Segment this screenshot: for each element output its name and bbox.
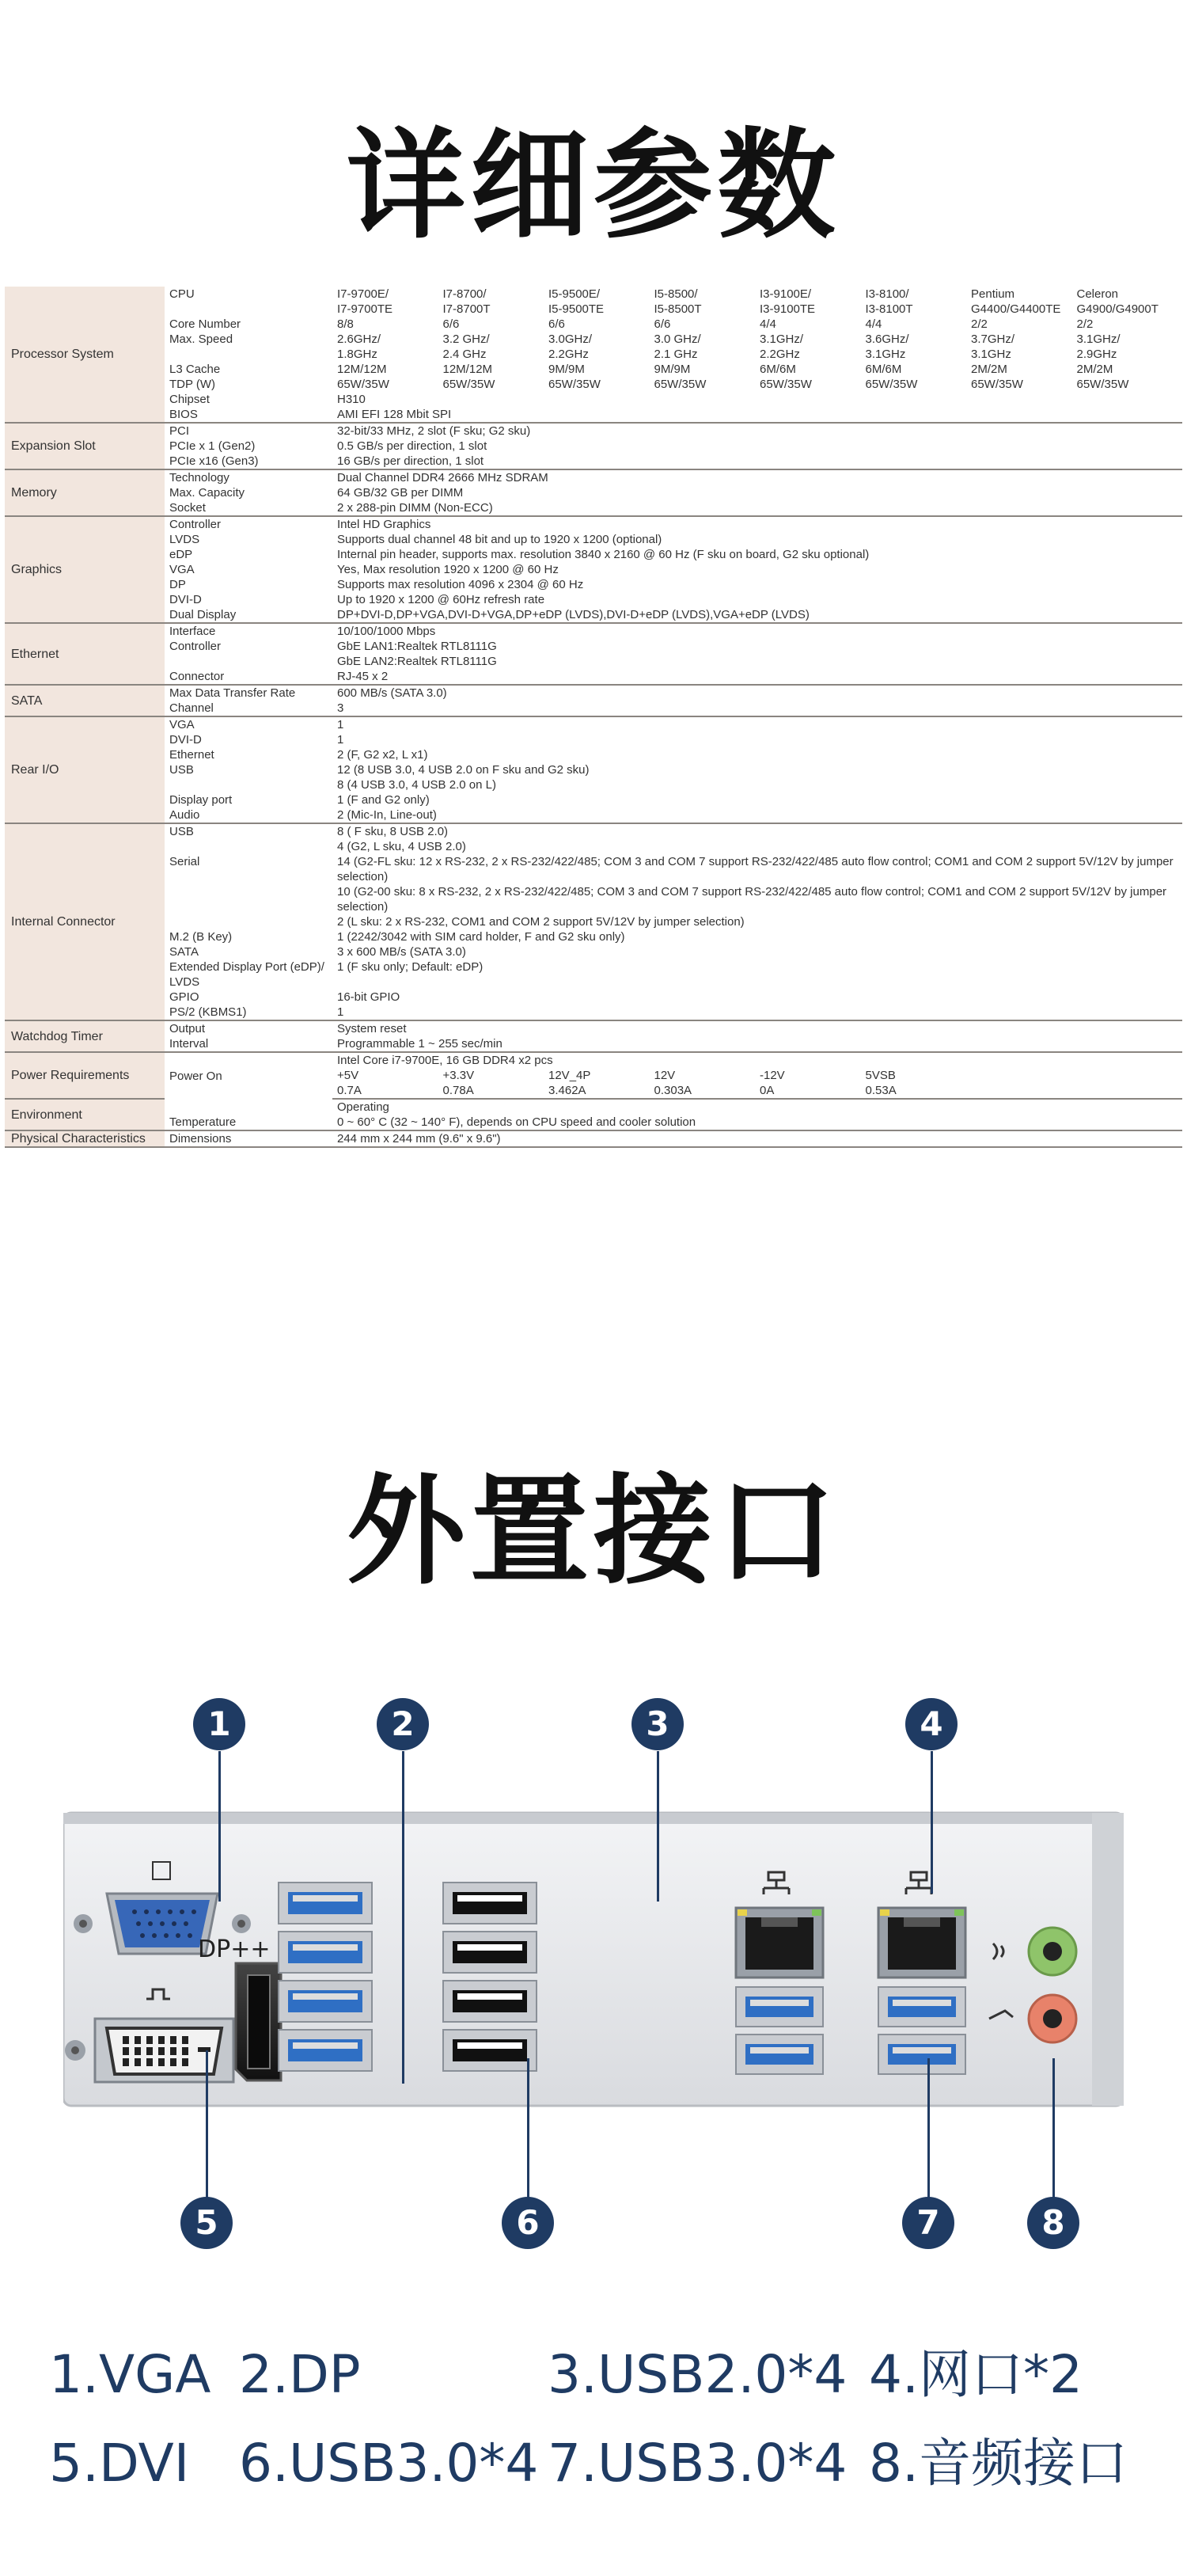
spec-label: Ethernet — [169, 748, 214, 762]
spec-value: 10/100/1000 Mbps — [337, 625, 436, 638]
spec-row — [5, 1005, 1182, 1020]
callout-1: 1 — [193, 1698, 245, 1750]
cpu-row-cell: I5-9500E/ I5-9500TE — [548, 287, 605, 316]
spec-row — [5, 1052, 1182, 1068]
spec-value: Internal pin header, supports max. resolution 3840 x 2160 @ 60 Hz (F sku on board, G2 sku optional) — [337, 548, 870, 561]
spec-label: Output — [169, 1022, 206, 1035]
section-graphics: Graphics — [5, 516, 165, 623]
section-ethernet: Ethernet — [5, 623, 165, 685]
cpu-row-cell: 3.0GHz/ 2.2GHz — [548, 332, 593, 361]
spec-value — [332, 317, 1182, 332]
spec-row — [5, 929, 1182, 944]
spec-label: M.2 (B Key) — [169, 930, 233, 944]
spec-value: Dual Channel DDR4 2666 MHz SDRAM — [337, 471, 548, 484]
legend-lan: 4.网口*2 — [869, 2344, 1083, 2405]
spec-label: Max. Speed — [169, 332, 233, 346]
cpu-row-cell: 8/8 — [337, 317, 354, 331]
spec-value: 3 — [332, 701, 1182, 716]
spec-value: 244 mm x 244 mm (9.6" x 9.6") — [332, 1130, 1182, 1147]
cpu-row-cell: 3.6GHz/ 3.1GHz — [865, 332, 909, 361]
cpu-row-cell: 6/6 — [654, 317, 671, 331]
spec-row — [5, 990, 1182, 1005]
spec-label: DP — [169, 578, 186, 591]
spec-value: Intel Core i7-9700E, 16 GB DDR4 x2 pcs — [337, 1054, 553, 1067]
spec-label: Interface — [169, 625, 216, 638]
section-sata: SATA — [5, 685, 165, 716]
spec-value: Intel HD Graphics — [337, 518, 431, 531]
spec-row — [5, 669, 1182, 685]
spec-label: Max. Capacity — [169, 486, 245, 500]
leader-line-4 — [931, 1751, 933, 1894]
cpu-row-cell: 65W/35W — [548, 378, 601, 391]
spec-row — [5, 944, 1182, 959]
callout-5: 5 — [180, 2197, 233, 2249]
spec-label: CPU — [169, 287, 195, 301]
spec-row — [5, 562, 1182, 577]
callout-7: 7 — [902, 2197, 954, 2249]
section-power-requirements: Power Requirements — [5, 1052, 165, 1099]
spec-row — [5, 287, 1182, 317]
spec-row — [5, 392, 1182, 407]
spec-label: PCI — [169, 424, 190, 438]
spec-row — [5, 1130, 1182, 1147]
spec-value: 16 GB/s per direction, 1 slot — [332, 454, 1182, 469]
spec-row — [5, 716, 1182, 732]
spec-row — [5, 854, 1182, 929]
legend-usb30-b: 7.USB3.0*4 — [548, 2433, 848, 2494]
spec-row — [5, 607, 1182, 623]
spec-value: AMI EFI 128 Mbit SPI — [332, 407, 1182, 423]
cpu-row-cell: 3.0 GHz/ 2.1 GHz — [654, 332, 701, 361]
cpu-row-cell: 65W/35W — [865, 378, 918, 391]
cpu-row-cell: 65W/35W — [760, 378, 812, 391]
callout-6: 6 — [502, 2197, 554, 2249]
cpu-row-cell: I7-9700E/ I7-9700TE — [337, 287, 393, 316]
spec-label: Controller — [169, 518, 222, 531]
spec-label: USB — [169, 825, 194, 838]
spec-value: 14 (G2-FL sku: 12 x RS-232, 2 x RS-232/422/485; COM 3 and COM 7 support RS-232/422/485 auto flow control; COM1 and COM 2 support 5V/12V by jumper selection) 10 (G2-00 sku: 8 x RS-232, 2 x RS-232/422/485; COM 3 and COM 7 support RS-232/422/485 auto flow control; COM1 and COM 2 support 5V/12V by jumper selection) 2 (L sku: 2 x RS-232, COM1 and COM 2 support 5V/12V by jumper selection) — [337, 855, 1174, 929]
spec-row — [5, 407, 1182, 423]
legend-audio: 8.音频接口 — [869, 2433, 1128, 2494]
spec-heading: 详细参数 — [346, 117, 840, 255]
spec-label: Controller — [169, 640, 222, 653]
cpu-row-cell: 3.1GHz/ 2.2GHz — [760, 332, 804, 361]
power-row-cell: 0.53A — [865, 1084, 897, 1097]
spec-value: 32-bit/33 MHz, 2 slot (F sku; G2 sku) — [337, 424, 531, 438]
spec-label: DVI-D — [169, 593, 202, 606]
spec-label: Socket — [165, 500, 332, 516]
spec-row — [5, 1036, 1182, 1052]
spec-row — [5, 439, 1182, 454]
power-row-cell — [1077, 1068, 1183, 1083]
spec-label: USB — [169, 763, 194, 777]
spec-label: VGA — [169, 563, 195, 576]
cpu-row — [337, 287, 1182, 317]
spec-row — [5, 532, 1182, 547]
power-row-cell: +3.3V — [442, 1069, 475, 1082]
power-row-cell: 12V_4P — [548, 1069, 591, 1082]
legend-vga: 1.VGA — [49, 2344, 211, 2405]
power-row-cell: 0.78A — [442, 1084, 474, 1097]
ports-heading: 外置接口 — [346, 1463, 840, 1601]
spec-label: BIOS — [165, 407, 332, 423]
callout-2: 2 — [377, 1698, 429, 1750]
cpu-row-cell: 2M/2M — [1076, 363, 1113, 376]
spec-row — [5, 1115, 1182, 1130]
leader-line-2 — [402, 1751, 404, 2084]
cpu-row-cell: 2/2 — [1076, 317, 1094, 331]
spec-row — [5, 592, 1182, 607]
spec-row — [5, 959, 1182, 990]
spec-value: Programmable 1 ~ 255 sec/min — [332, 1036, 1182, 1052]
cpu-row — [337, 362, 1182, 377]
spec-row — [5, 792, 1182, 807]
spec-row — [5, 454, 1182, 469]
cpu-row-cell: 12M/12M — [337, 363, 387, 376]
spec-value: 2 x 288-pin DIMM (Non-ECC) — [332, 500, 1182, 516]
leader-line-1 — [218, 1751, 221, 1902]
cpu-row-cell: 3.7GHz/ 3.1GHz — [971, 332, 1015, 361]
spec-label: eDP — [169, 548, 193, 561]
spec-row — [5, 577, 1182, 592]
spec-label: Audio — [165, 807, 332, 823]
spec-table — [5, 287, 1182, 1148]
spec-label: Extended Display Port (eDP)/ LVDS — [169, 960, 324, 989]
spec-row — [5, 377, 1182, 392]
spec-label: Connector — [165, 669, 332, 685]
cpu-row — [337, 317, 1182, 332]
spec-label: Temperature — [165, 1115, 332, 1130]
power-row — [337, 1068, 1182, 1083]
spec-label: SATA — [169, 945, 199, 959]
spec-label: GPIO — [169, 990, 199, 1004]
power-row-cell: 0.303A — [654, 1084, 692, 1097]
power-row-cell — [971, 1068, 1077, 1083]
spec-value: Operating — [337, 1100, 389, 1114]
power-row-cell: 3.462A — [548, 1084, 586, 1097]
cpu-row-cell: 9M/9M — [654, 363, 691, 376]
spec-row — [5, 1020, 1182, 1036]
spec-label: Core Number — [169, 317, 241, 331]
rear-io-panel — [63, 1805, 1124, 2122]
cpu-row-cell: 65W/35W — [654, 378, 707, 391]
power-row-cell — [971, 1083, 1077, 1098]
spec-label: Technology — [169, 471, 229, 484]
spec-label: Display port — [169, 793, 233, 807]
spec-value: 1 — [337, 733, 344, 747]
spec-label: PCIe x16 (Gen3) — [165, 454, 332, 469]
cpu-row-cell: I5-8500/ I5-8500T — [654, 287, 702, 316]
spec-value: Up to 1920 x 1200 @ 60Hz refresh rate — [337, 593, 545, 606]
spec-value: 1 (F and G2 only) — [337, 793, 430, 807]
callout-8: 8 — [1027, 2197, 1079, 2249]
spec-value — [332, 287, 1182, 317]
power-row-cell: 5VSB — [865, 1069, 896, 1082]
legend-dvi: 5.DVI — [49, 2433, 190, 2494]
spec-label: PCIe x 1 (Gen2) — [169, 439, 256, 453]
spec-value: DP+DVI-D,DP+VGA,DVI-D+VGA,DP+eDP (LVDS),DVI-D+eDP (LVDS),VGA+eDP (LVDS) — [332, 607, 1182, 623]
spec-value: 16-bit GPIO — [337, 990, 400, 1004]
cpu-row-cell: 9M/9M — [548, 363, 585, 376]
spec-label: DVI-D — [169, 733, 202, 747]
cpu-row-cell: 4/4 — [760, 317, 776, 331]
spec-value: RJ-45 x 2 — [332, 669, 1182, 685]
section-processor-system: Processor System — [5, 287, 165, 423]
cpu-row-cell: 3.1GHz/ 2.9GHz — [1076, 332, 1121, 361]
cpu-row — [337, 377, 1182, 392]
callout-4: 4 — [905, 1698, 958, 1750]
legend-dp: 2.DP — [239, 2344, 361, 2405]
spec-value: Yes, Max resolution 1920 x 1200 @ 60 Hz — [337, 563, 559, 576]
spec-value: 64 GB/32 GB per DIMM — [337, 486, 464, 500]
spec-label: Interval — [165, 1036, 332, 1052]
cpu-row-cell: 4/4 — [865, 317, 882, 331]
spec-value: 0.5 GB/s per direction, 1 slot — [337, 439, 487, 453]
section-environment: Environment — [5, 1099, 165, 1130]
spec-row — [5, 500, 1182, 516]
spec-row — [5, 332, 1182, 362]
cpu-row-cell: I3-8100/ I3-8100T — [865, 287, 913, 316]
spec-row — [5, 423, 1182, 439]
spec-row — [5, 639, 1182, 669]
legend-usb30-a: 6.USB3.0*4 — [239, 2433, 539, 2494]
spec-value — [332, 1083, 1182, 1099]
spec-label: L3 Cache — [169, 363, 221, 376]
cpu-row — [337, 332, 1182, 362]
section-physical-characteristics: Physical Characteristics — [5, 1130, 165, 1147]
cpu-row-cell: 6M/6M — [760, 363, 796, 376]
spec-value: 1 (2242/3042 with SIM card holder, F and G2 sku only) — [337, 930, 625, 944]
spec-label: Power On — [169, 1069, 222, 1083]
cpu-row-cell: 6/6 — [548, 317, 565, 331]
spec-label: Dual Display — [165, 607, 332, 623]
cpu-row-cell: 65W/35W — [971, 378, 1023, 391]
section-expansion-slot: Expansion Slot — [5, 423, 165, 469]
power-row-cell — [1077, 1083, 1183, 1098]
power-row-cell: 12V — [654, 1069, 676, 1082]
spec-label: Chipset — [169, 393, 210, 406]
spec-row — [5, 732, 1182, 747]
spec-row — [5, 747, 1182, 762]
spec-label: Channel — [165, 701, 332, 716]
spec-row — [5, 823, 1182, 854]
power-row-cell: 0A — [760, 1084, 775, 1097]
spec-row — [5, 623, 1182, 639]
section-memory: Memory — [5, 469, 165, 516]
spec-row — [5, 485, 1182, 500]
cpu-row-cell: 6/6 — [442, 317, 460, 331]
power-row-cell: +5V — [337, 1069, 359, 1082]
spec-value — [332, 1068, 1182, 1083]
cpu-row-cell: 65W/35W — [442, 378, 495, 391]
spec-value: 3 x 600 MB/s (SATA 3.0) — [337, 945, 466, 959]
cpu-row-cell: 12M/12M — [442, 363, 493, 376]
spec-value: GbE LAN1:Realtek RTL8111G GbE LAN2:Realtek RTL8111G — [337, 640, 497, 668]
cpu-row-cell: Celeron G4900/G4900T — [1076, 287, 1159, 316]
spec-label: LVDS — [169, 533, 200, 546]
spec-row — [5, 469, 1182, 485]
callout-3: 3 — [631, 1698, 684, 1750]
spec-row — [5, 701, 1182, 716]
spec-label: Max Data Transfer Rate — [169, 686, 296, 700]
cpu-row-cell: 2/2 — [971, 317, 988, 331]
legend-usb20: 3.USB2.0*4 — [548, 2344, 848, 2405]
spec-row — [5, 685, 1182, 701]
power-row — [337, 1083, 1182, 1098]
cpu-row-cell: I7-8700/ I7-8700T — [442, 287, 491, 316]
cpu-row-cell: 6M/6M — [865, 363, 902, 376]
spec-value: 1 — [332, 1005, 1182, 1020]
spec-value: 2 (Mic-In, Line-out) — [332, 807, 1182, 823]
power-row-cell: -12V — [760, 1069, 785, 1082]
spec-value: 12 (8 USB 3.0, 4 USB 2.0 on F sku and G2 sku) 8 (4 USB 3.0, 4 USB 2.0 on L) — [337, 763, 590, 792]
cpu-row-cell: Pentium G4400/G4400TE — [971, 287, 1061, 316]
cpu-row-cell: 2M/2M — [971, 363, 1007, 376]
spec-row — [5, 317, 1182, 332]
spec-label: Dimensions — [165, 1130, 332, 1147]
section-rear-i-o: Rear I/O — [5, 716, 165, 823]
spec-label: TDP (W) — [169, 378, 216, 391]
spec-label — [165, 1099, 332, 1115]
cpu-row-cell: 65W/35W — [337, 378, 389, 391]
spec-label: Serial — [169, 855, 200, 868]
spec-value: 1 (F sku only; Default: eDP) — [337, 960, 484, 974]
spec-row — [5, 516, 1182, 532]
spec-value: Supports max resolution 4096 x 2304 @ 60 Hz — [337, 578, 584, 591]
spec-value: H310 — [337, 393, 366, 406]
spec-value — [332, 377, 1182, 392]
spec-row — [5, 807, 1182, 823]
spec-row — [5, 362, 1182, 377]
spec-label: PS/2 (KBMS1) — [165, 1005, 332, 1020]
leader-line-3 — [657, 1751, 659, 1902]
spec-value — [332, 362, 1182, 377]
spec-row — [5, 1099, 1182, 1115]
power-row-cell: 0.7A — [337, 1084, 362, 1097]
spec-value — [332, 332, 1182, 362]
spec-value: Supports dual channel 48 bit and up to 1920 x 1200 (optional) — [337, 533, 662, 546]
spec-row — [5, 547, 1182, 562]
cpu-row-cell: 3.2 GHz/ 2.4 GHz — [442, 332, 490, 361]
spec-value: 600 MB/s (SATA 3.0) — [337, 686, 447, 700]
spec-value: 1 — [337, 718, 344, 731]
spec-value: 2 (F, G2 x2, L x1) — [337, 748, 428, 762]
spec-value: System reset — [337, 1022, 407, 1035]
spec-label: VGA — [169, 718, 195, 731]
spec-value: 8 ( F sku, 8 USB 2.0) 4 (G2, L sku, 4 USB 2.0) — [337, 825, 466, 853]
spec-row — [5, 762, 1182, 792]
cpu-row-cell: 65W/35W — [1076, 378, 1129, 391]
section-internal-connector: Internal Connector — [5, 823, 165, 1020]
dp-label: DP++ — [198, 1936, 271, 1963]
section-watchdog-timer: Watchdog Timer — [5, 1020, 165, 1052]
cpu-row-cell: 2.6GHz/ 1.8GHz — [337, 332, 381, 361]
cpu-row-cell: I3-9100E/ I3-9100TE — [760, 287, 816, 316]
spec-value: 0 ~ 60° C (32 ~ 140° F), depends on CPU speed and cooler solution — [332, 1115, 1182, 1130]
